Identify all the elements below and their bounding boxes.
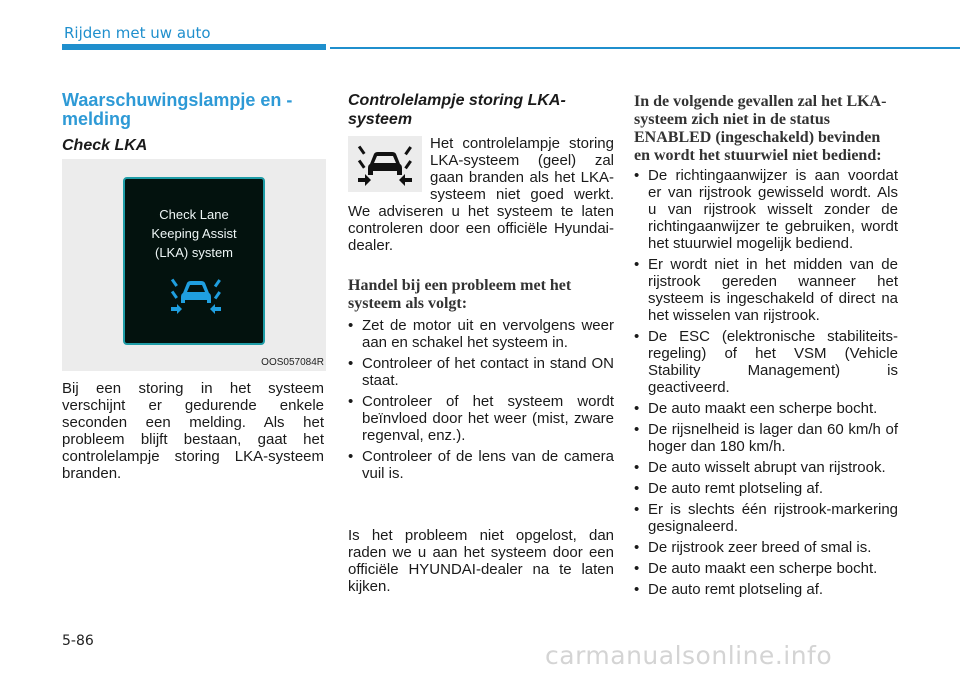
list-item: • Controleer of de lens van de camera vuil is.: [348, 448, 614, 482]
warning-section-title: Waarschuwingslampje en -melding: [62, 90, 293, 129]
lamp-section-title: Controlelampje storing LKA-systeem: [348, 92, 566, 128]
screen-message: [125, 205, 263, 262]
figure-label: OOS057084R: [261, 357, 324, 368]
lka-warning-icon: [169, 271, 223, 315]
conditions-heading: In de volgende gevallen zal het LKA-systeem zich niet in de status ENABLED (ingeschakeld) bevinden en wordt het stuurwiel niet bediend:: [634, 93, 887, 164]
cluster-screen: [123, 177, 265, 345]
list-item: • Controleer of het systeem wordt beïnvloed door het weer (mist, zware regenval, enz.).: [348, 393, 614, 444]
problem-list: [348, 317, 614, 486]
lamp-intro-text: Het controlelampje storing LKA-systeem (geel) zal gaan branden als het LKA-systeem niet goed werkt. We adviseren u het systeem te laten controleren door een officiële Hyundai-dealer.: [348, 135, 614, 254]
header-bar: [62, 44, 326, 50]
watermark: carmanualsonline.info: [545, 641, 833, 670]
header-rule: [330, 47, 960, 49]
section-title: Rijden met uw auto: [64, 24, 211, 42]
cluster-figure: [62, 159, 326, 371]
list-item: • De auto maakt een scherpe bocht.: [634, 560, 898, 577]
screen-line: (LKA) system: [154, 245, 233, 260]
list-item: • De rijsnelheid is lager dan 60 km/h of hoger dan 180 km/h.: [634, 421, 898, 455]
list-item: • De ESC (elektronische stabiliteits-regeling) of het VSM (Vehicle Stability Management) is geactiveerd.: [634, 328, 898, 396]
list-item: • Zet de motor uit en vervolgens weer aan en schakel het systeem in.: [348, 317, 614, 351]
list-item: • De auto maakt een scherpe bocht.: [634, 400, 898, 417]
list-item: • Er is slechts één rijstrook-markering gesignaleerd.: [634, 501, 898, 535]
col1-paragraph: Bij een storing in het systeem verschijnt er gedurende enkele seconden een melding. Als het probleem blijft bestaan, gaat het controlelampje storing LKA-systeem branden.: [62, 380, 324, 482]
closing-paragraph: Is het probleem niet opgelost, dan raden we u aan het systeem door een officiële HYUNDAI-dealer na te laten kijken.: [348, 527, 614, 595]
list-item: • De auto wisselt abrupt van rijstrook.: [634, 459, 898, 476]
list-item: • De richtingaanwijzer is aan voordat er van rijstrook gewisseld wordt. Als u van rijstrook wisselt zonder de richtingaanwijzer te gebruiken, wordt het stuurwiel mogelijk bediend.: [634, 167, 898, 252]
lamp-intro: [348, 135, 614, 254]
list-item: • De auto remt plotseling af.: [634, 480, 898, 497]
screen-line: Check Lane: [159, 207, 229, 222]
conditions-list: [634, 167, 898, 602]
check-lka-subtitle: Check LKA: [62, 137, 148, 154]
screen-line: Keeping Assist: [151, 226, 237, 241]
list-item: • De rijstrook zeer breed of smal is.: [634, 539, 898, 556]
list-item: • Controleer of het contact in stand ON staat.: [348, 355, 614, 389]
page-number: 5-86: [62, 633, 94, 649]
list-item: • Er wordt niet in het midden van de rijstrook gereden wanneer het systeem is ingeschakeld of direct na het wisselen van rijstrook.: [634, 256, 898, 324]
problem-heading: Handel bij een probleem met het systeem als volgt:: [348, 277, 572, 312]
list-item: • De auto remt plotseling af.: [634, 581, 898, 598]
